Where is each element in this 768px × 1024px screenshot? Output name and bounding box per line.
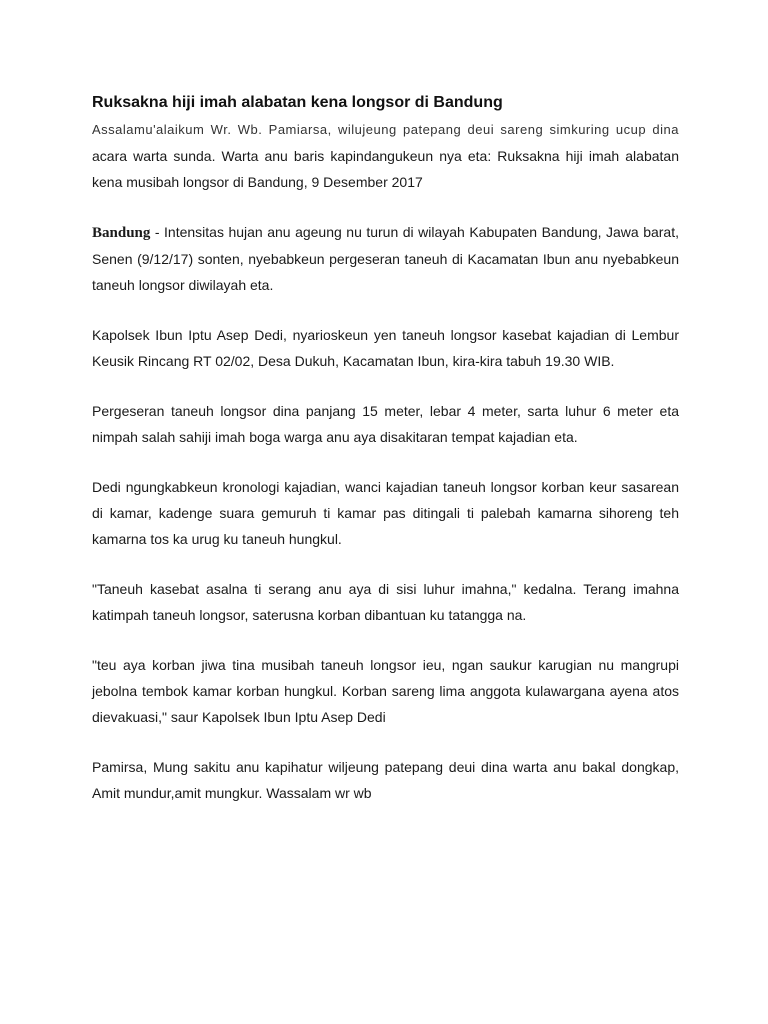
- intro-greeting: Assalamu'alaikum Wr. Wb. Pamiarsa, wilujeung patepang deui sareng simkuring ucup dina: [92, 122, 679, 137]
- article-title: Ruksakna hiji imah alabatan kena longsor di Bandung: [92, 94, 503, 111]
- intro-paragraph: [92, 116, 679, 195]
- body-paragraph: Pergeseran taneuh longsor dina panjang 15 meter, lebar 4 meter, sarta luhur 6 meter eta nimpah salah sahiji imah boga warga anu aya disakitaran tempat kajadian eta.: [92, 403, 679, 445]
- intro-text: acara warta sunda. Warta anu baris kapindangukeun nya eta: Ruksakna hiji imah alabatan kena musibah longsor di Bandung, 9 Desember 2017: [92, 148, 679, 190]
- body-paragraph: Dedi ngungkabkeun kronologi kajadian, wanci kajadian taneuh longsor korban keur sasarean di kamar, kadenge suara gemuruh ti kamar pas ditingali ti palebah kamarna sihoreng teh kamarna tos ka urug ku taneuh hungkul.: [92, 479, 679, 547]
- closing-paragraph: Pamirsa, Mung sakitu anu kapihatur wiljeung patepang deui dina warta anu bakal dongkap, Amit mundur,amit mungkur. Wassalam wr wb: [92, 759, 679, 801]
- lead-paragraph: [92, 219, 679, 298]
- dateline: Bandung: [92, 225, 151, 241]
- lead-text: - Intensitas hujan anu ageung nu turun di wilayah Kabupaten Bandung, Jawa barat, Senen (9/12/17) sonten, nyebabkeun pergeseran taneuh di Kacamatan Ibun anu nyebabkeun taneuh longsor diwilayah eta.: [92, 224, 679, 293]
- article: [92, 92, 679, 806]
- body-paragraph: Kapolsek Ibun Iptu Asep Dedi, nyarioskeun yen taneuh longsor kasebat kajadian di Lembur Keusik Rincang RT 02/02, Desa Dukuh, Kacamatan Ibun, kira-kira tabuh 19.30 WIB.: [92, 327, 679, 369]
- quote-paragraph: "Taneuh kasebat asalna ti serang anu aya di sisi luhur imahna," kedalna. Terang imahna katimpah taneuh longsor, saterusna korban dibantuan ku tatangga na.: [92, 581, 679, 623]
- quote-paragraph: "teu aya korban jiwa tina musibah taneuh longsor ieu, ngan saukur karugian nu mangrupi jebolna tembok kamar korban hungkul. Korban sareng lima anggota kulawargana ayena atos dievakuasi," saur Kapolsek Ibun Iptu Asep Dedi: [92, 657, 679, 725]
